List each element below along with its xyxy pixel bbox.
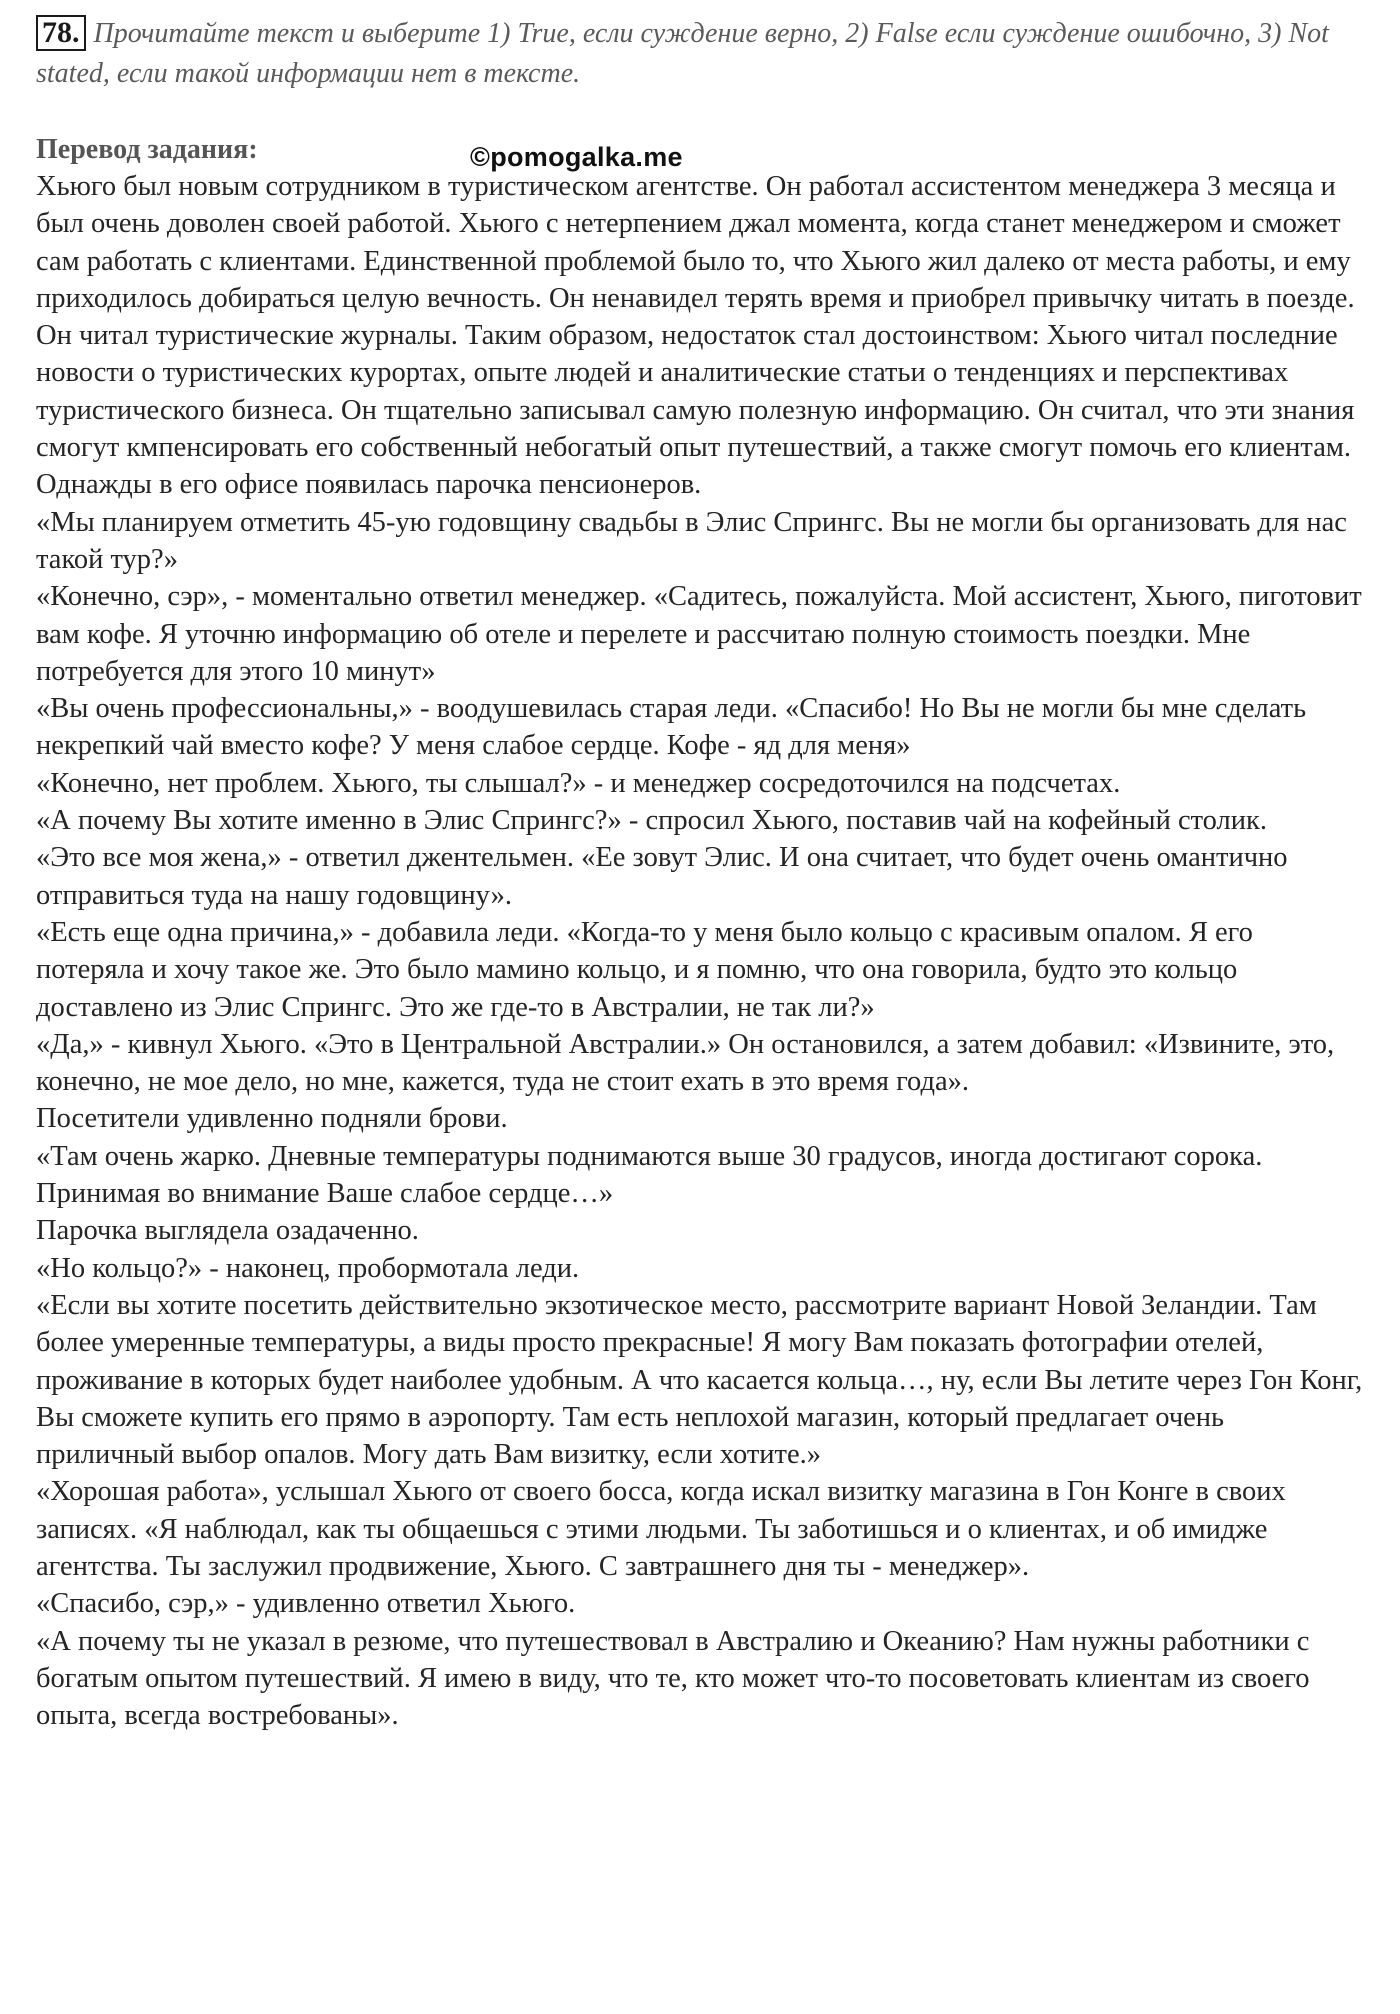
paragraph: «Мы планируем отметить 45-ую годовщину свадьбы в Элис Спрингс. Вы не могли бы организовать для нас такой тур?» xyxy=(36,506,1347,575)
paragraph: «Конечно, сэр», - моментально ответил менеджер. «Садитесь, пожалуйста. Мой ассистент, Хьюго, пиготовит вам кофе. Я уточню информацию об отеле и перелете и рассчитаю полную стоимость поездки. Мне потребуется для этого 10 минут» xyxy=(36,581,1362,687)
translation-text xyxy=(36,168,1366,1734)
paragraph: Посетители удивленно подняли брови. xyxy=(36,1103,508,1135)
paragraph: «Там очень жарко. Дневные температуры поднимаются выше 30 градусов, иногда достигают сорока. Принимая во внимание Ваше слабое сердце…» xyxy=(36,1140,1263,1210)
paragraph: Однажды в его офисе появилась парочка пенсионеров. xyxy=(36,469,702,501)
task-instruction: Прочитайте текст и выберите 1) True, если суждение верно, 2) False если суждение ошибочно, 3) Not stated, если такой информации нет в тексте. xyxy=(36,18,1329,89)
paragraph: «Но кольцо?» - наконец, пробормотала леди. xyxy=(36,1252,580,1284)
translation-heading: Перевод задания: xyxy=(36,134,258,165)
paragraph: «А почему Вы хотите именно в Элис Спрингс?» - спросил Хьюго, поставив чай на кофейный столик. xyxy=(36,805,1267,837)
paragraph: «А почему ты не указал в резюме, что путешествовал в Австралию и Океанию? Нам нужны работники с богатым опытом путешествий. Я имею в виду, что те, кто может что-то посоветовать клиентам из своего опыта, всегда востребованы». xyxy=(36,1625,1310,1732)
document-page xyxy=(36,14,1366,1734)
paragraph: «Конечно, нет проблем. Хьюго, ты слышал?» - и менеджер сосредоточился на подсчетах. xyxy=(36,767,1121,799)
paragraph: «Есть еще одна причина,» - добавила леди. «Когда-то у меня было кольцо с красивым опалом. Я его потеряла и хочу такое же. Это было мамино кольцо, и я помню, что она говорила, будто это кольцо доставлено из Элис Спрингс. Это же где-то в Австралии, не так ли?» xyxy=(36,916,1253,1023)
paragraph: «Спасибо, сэр,» - удивленно ответил Хьюго. xyxy=(36,1588,576,1620)
paragraph: Парочка выглядела озадаченно. xyxy=(36,1215,419,1247)
paragraph: «Это все моя жена,» - ответил джентельмен. «Ее зовут Элис. И она считает, что будет очень омантично отправиться туда на нашу годовщину». xyxy=(36,842,1288,911)
task-header xyxy=(36,14,1366,94)
watermark: ©pomogalka.me xyxy=(470,142,683,172)
paragraph: Хьюго был новым сотрудником в туристическом агентстве. Он работал ассистентом менеджера 3 месяца и был очень доволен своей работой. Хьюго с нетерпением джал момента, когда станет менеджером и сможет сам работать с клиентами. Единственной проблемой было то, что Хьюго жил далеко от места работы, и ему приходилось добираться целую вечность. Он ненавидел терять время и приобрел привычку читать в поезде. Он читал туристические журналы. Таким образом, недостаток стал достоинством: Хьюго читал последние новости о туристических курортах, опыте людей и аналитические статьи о тенденциях и перспективах туристического бизнеса. Он тщательно записывал самую полезную информацию. Он считал, что эти знания смогут кмпенсировать его собственный небогатый опыт путешествий, а также смогут помочь его клиентам. xyxy=(36,171,1355,464)
paragraph: «Хорошая работа», услышал Хьюго от своего босса, когда искал визитку магазина в Гон Конге в своих записях. «Я наблюдал, как ты общаешься с этими людьми. Ты заботишься и о клиентах, и об имидже агентства. Ты заслужил продвижение, Хьюго. С завтрашнего дня ты - менеджер». xyxy=(36,1476,1286,1582)
paragraph: «Да,» - кивнул Хьюго. «Это в Центральной Австралии.» Он остановился, а затем добавил: «Извините, это, конечно, не мое дело, но мне, кажется, туда не стоит ехать в это время года». xyxy=(36,1028,1335,1098)
paragraph: «Вы очень профессиональны,» - воодушевилась старая леди. «Спасибо! Но Вы не могли бы мне сделать некрепкий чай вместо кофе? У меня слабое сердце. Кофе - яд для меня» xyxy=(36,693,1307,762)
paragraph: «Если вы хотите посетить действительно экзотическое место, рассмотрите вариант Новой Зеландии. Там более умеренные температуры, а виды просто прекрасные! Я могу Вам показать фотографии отелей, проживание в которых будет наиболее удобным. А что касается кольца…, ну, если Вы летите через Гон Конг, Вы сможете купить его прямо в аэропорту. Там есть неплохой магазин, который предлагает очень приличный выбор опалов. Могу дать Вам визитку, если хотите.» xyxy=(36,1289,1363,1471)
task-number: 78. xyxy=(36,15,86,51)
